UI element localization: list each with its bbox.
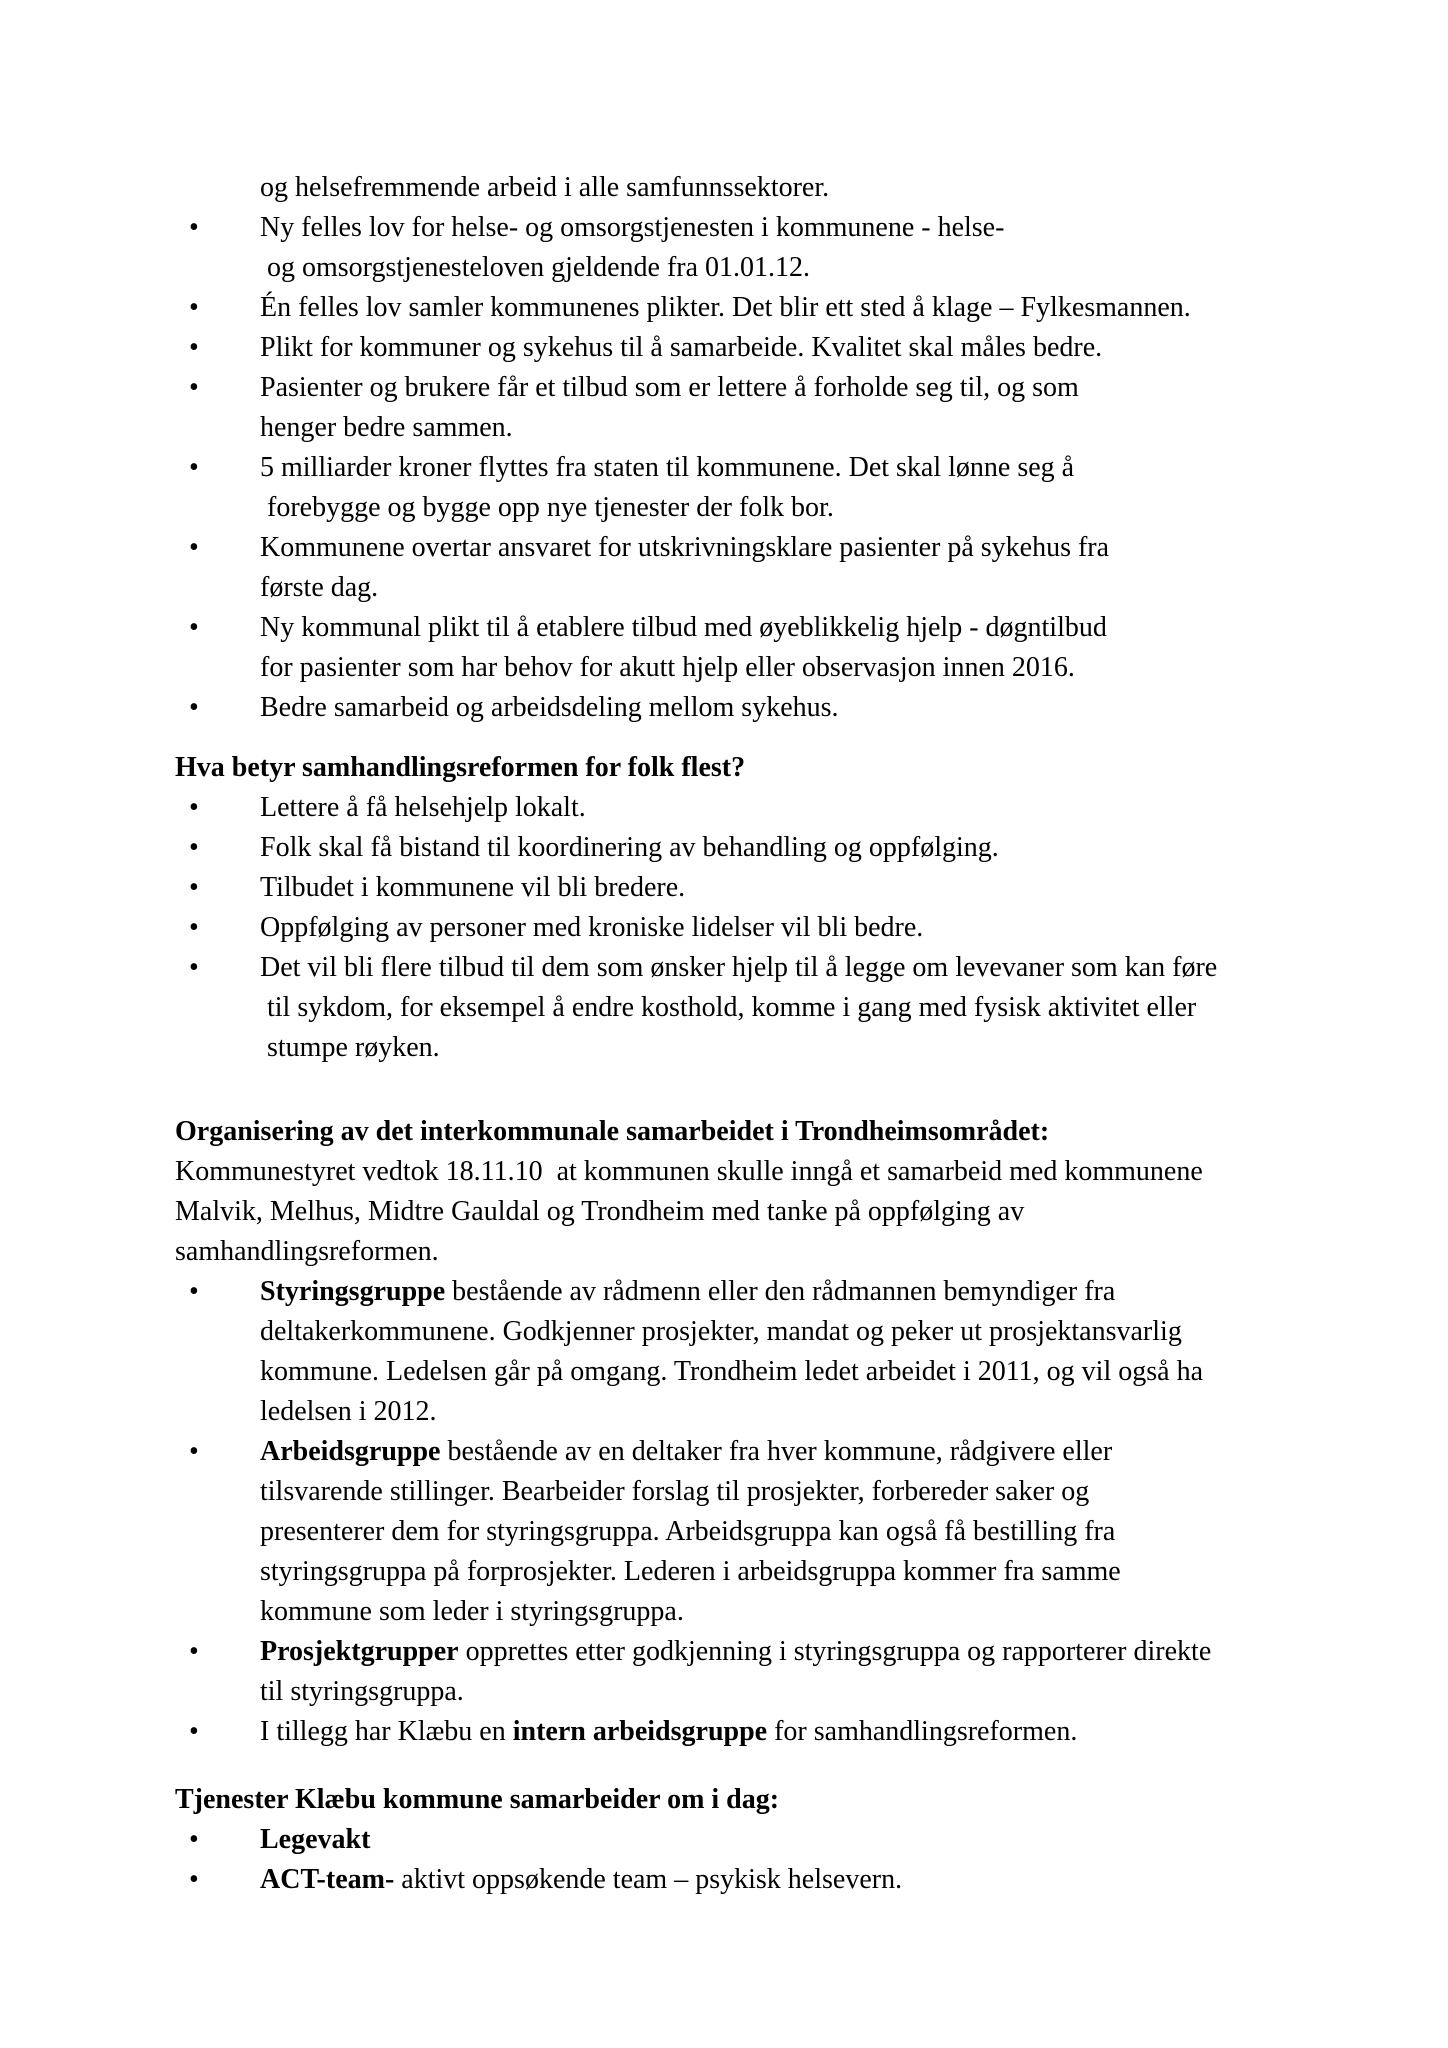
text-run: Folk skal få bistand til koordinering av behandling og oppfølging. (260, 832, 999, 863)
text-line (260, 1028, 1318, 1068)
text-line (260, 1432, 1318, 1472)
text-run: Legevakt (260, 1824, 371, 1855)
text-run: presenterer dem for styringsgruppa. Arbeidsgruppa kan også få bestilling fra (260, 1516, 1116, 1547)
text-run: deltakerkommunene. Godkjenner prosjekter, mandat og peker ut prosjektansvarlig (260, 1316, 1182, 1347)
text-run: stumpe røyken. (260, 1032, 440, 1063)
text-line (260, 368, 1318, 408)
list-item (175, 608, 1318, 688)
text-line (260, 1860, 1318, 1900)
text-run: Organisering av det interkommunale samarbeidet i Trondheimsområdet: (175, 1116, 1050, 1147)
list-item (175, 328, 1318, 368)
text-run: ACT-team- (260, 1864, 395, 1895)
text-line (260, 1272, 1318, 1312)
text-run: Oppfølging av personer med kroniske lidelser vil bli bedre. (260, 912, 924, 943)
text-line (260, 1392, 1318, 1432)
text-run: første dag. (260, 572, 379, 603)
text-line (260, 1472, 1318, 1512)
bullet-icon: • (189, 692, 199, 723)
text-line (260, 648, 1318, 688)
text-run: Plikt for kommuner og sykehus til å samarbeide. Kvalitet skal måles bedre. (260, 332, 1103, 363)
list-item (175, 688, 1318, 728)
list-item (175, 948, 1318, 1068)
bullet-icon: • (189, 952, 199, 983)
bullet-icon: • (189, 1824, 199, 1855)
text-line (260, 328, 1318, 368)
text-run: I tillegg har Klæbu en (260, 1716, 513, 1747)
list-item (175, 168, 1318, 208)
text-line (260, 288, 1318, 328)
bullet-icon: • (189, 452, 199, 483)
bullet-icon: • (189, 792, 199, 823)
bullet-icon: • (189, 1864, 199, 1895)
text-line (175, 748, 1318, 788)
text-run: samhandlingsreformen. (175, 1236, 439, 1267)
list-item (175, 448, 1318, 528)
bullet-icon: • (189, 872, 199, 903)
text-run: Ny kommunal plikt til å etablere tilbud med øyeblikkelig hjelp - døgntilbud (260, 612, 1107, 643)
text-run: intern arbeidsgruppe (512, 1716, 768, 1747)
text-line (260, 608, 1318, 648)
list-item (175, 1820, 1318, 1860)
text-run: Malvik, Melhus, Midtre Gauldal og Trondheim med tanke på oppfølging av (175, 1196, 1025, 1227)
bullet-icon: • (189, 1436, 199, 1467)
text-line (175, 1112, 1318, 1152)
text-line (175, 1780, 1318, 1820)
bullet-icon: • (189, 212, 199, 243)
text-run: bestående av en deltaker fra hver kommune, rådgivere eller (440, 1436, 1113, 1467)
bullet-icon: • (189, 832, 199, 863)
text-line (260, 1712, 1318, 1752)
text-run: opprettes etter godkjenning i styringsgruppa og rapporterer direkte (458, 1636, 1212, 1667)
text-run: Det vil bli flere tilbud til dem som ønsker hjelp til å legge om levevaner som kan føre (260, 952, 1218, 983)
text-run: Kommunene overtar ansvaret for utskrivningsklare pasienter på sykehus fra (260, 532, 1110, 563)
text-run: kommune. Ledelsen går på omgang. Trondheim ledet arbeidet i 2011, og vil også ha (260, 1356, 1203, 1387)
text-line (260, 528, 1318, 568)
text-line (260, 1632, 1318, 1672)
text-line (175, 1152, 1318, 1192)
list-item (175, 908, 1318, 948)
text-line (260, 1512, 1318, 1552)
text-run: Tilbudet i kommunene vil bli bredere. (260, 872, 686, 903)
text-run: Én felles lov samler kommunenes plikter. Det blir ett sted å klage – Fylkesmannen. (260, 292, 1191, 323)
bullet-icon: • (189, 1636, 199, 1667)
text-run: til sykdom, for eksempel å endre kosthold, komme i gang med fysisk aktivitet eller (260, 992, 1197, 1023)
text-run: for pasienter som har behov for akutt hjelp eller observasjon innen 2016. (260, 652, 1075, 683)
text-run: tilsvarende stillinger. Bearbeider forslag til prosjekter, forbereder saker og (260, 1476, 1090, 1507)
text-line (260, 1672, 1318, 1712)
text-line (260, 408, 1318, 448)
list-item (175, 828, 1318, 868)
bullet-icon: • (189, 372, 199, 403)
text-run: Ny felles lov for helse- og omsorgstjenesten i kommunene - helse- (260, 212, 1005, 243)
text-run: aktivt oppsøkende team – psykisk helsevern. (394, 1864, 903, 1895)
text-run: for samhandlingsreformen. (767, 1716, 1078, 1747)
list-item (175, 1632, 1318, 1712)
bullet-icon: • (189, 1276, 199, 1307)
text-run: Bedre samarbeid og arbeidsdeling mellom sykehus. (260, 692, 839, 723)
list-item (175, 288, 1318, 328)
text-line (260, 448, 1318, 488)
text-line (260, 908, 1318, 948)
bullet-icon: • (189, 332, 199, 363)
list-item (175, 1272, 1318, 1432)
text-run: Styringsgruppe (260, 1276, 446, 1307)
bullet-icon: • (189, 1716, 199, 1747)
list-item (175, 868, 1318, 908)
text-line (260, 488, 1318, 528)
text-line (260, 1552, 1318, 1592)
bullet-icon: • (189, 912, 199, 943)
text-run: Kommunestyret vedtok 18.11.10 at kommunen skulle inngå et samarbeid med kommunene (175, 1156, 1203, 1187)
text-run: 5 milliarder kroner flyttes fra staten til kommunene. Det skal lønne seg å (260, 452, 1075, 483)
list-item (175, 368, 1318, 448)
text-line (260, 1592, 1318, 1632)
text-run: Prosjektgrupper (260, 1636, 459, 1667)
section-heading (175, 748, 1318, 788)
text-run: Hva betyr samhandlingsreformen for folk flest? (175, 752, 746, 783)
bullet-icon: • (189, 612, 199, 643)
text-line (260, 1820, 1318, 1860)
paragraph (175, 1152, 1318, 1272)
text-line (260, 868, 1318, 908)
bullet-icon: • (189, 532, 199, 563)
text-line (175, 1232, 1318, 1272)
section-heading (175, 1780, 1318, 1820)
text-run: ledelsen i 2012. (260, 1396, 437, 1427)
text-line (260, 1312, 1318, 1352)
text-line (260, 948, 1318, 988)
text-line (260, 688, 1318, 728)
section-heading (175, 1112, 1318, 1152)
text-run: henger bedre sammen. (260, 412, 513, 443)
text-line (260, 828, 1318, 868)
text-run: og helsefremmende arbeid i alle samfunnssektorer. (260, 172, 830, 203)
text-line (260, 788, 1318, 828)
list-item (175, 1712, 1318, 1752)
list-item (175, 208, 1318, 288)
list-item (175, 788, 1318, 828)
text-run: styringsgruppa på forprosjekter. Lederen i arbeidsgruppa kommer fra samme (260, 1556, 1121, 1587)
text-line (260, 568, 1318, 608)
document-content (175, 168, 1318, 1900)
text-run: bestående av rådmenn eller den rådmannen bemyndiger fra (445, 1276, 1116, 1307)
text-line (260, 208, 1318, 248)
text-line (260, 988, 1318, 1028)
text-run: Arbeidsgruppe (260, 1436, 441, 1467)
text-run: til styringsgruppa. (260, 1676, 464, 1707)
list-item (175, 1432, 1318, 1632)
text-run: og omsorgstjenesteloven gjeldende fra 01.01.12. (260, 252, 811, 283)
text-line (260, 1352, 1318, 1392)
text-run: Pasienter og brukere får et tilbud som er lettere å forholde seg til, og som (260, 372, 1079, 403)
list-item (175, 1860, 1318, 1900)
bullet-icon: • (189, 292, 199, 323)
text-run: Tjenester Klæbu kommune samarbeider om i dag: (175, 1784, 780, 1815)
text-line (175, 1192, 1318, 1232)
text-line (260, 168, 1318, 208)
text-run: kommune som leder i styringsgruppa. (260, 1596, 684, 1627)
text-line (260, 248, 1318, 288)
list-item (175, 528, 1318, 608)
text-run: forebygge og bygge opp nye tjenester der folk bor. (260, 492, 834, 523)
text-run: Lettere å få helsehjelp lokalt. (260, 792, 586, 823)
